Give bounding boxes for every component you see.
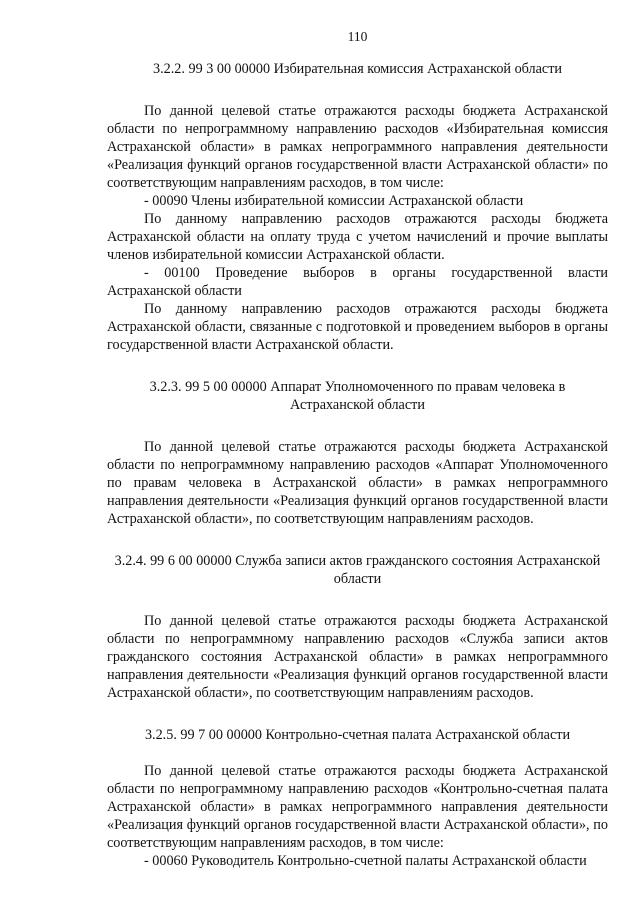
paragraph: По данной целевой статье отражаются расходы бюджета Астраханской области по непрограммному направлению расходов «Контрольно-счетная палата Астраханской области» в рамках непрограммного направления деятельности «Реализация функций органов государственной власти Астраханской области», по соответствующим направлениям расходов, в том числе:	[107, 763, 608, 851]
paragraph: По данному направлению расходов отражаются расходы бюджета Астраханской области, связанные с подготовкой и проведением выборов в органы государственной власти Астраханской области.	[107, 301, 608, 353]
paragraph: По данной целевой статье отражаются расходы бюджета Астраханской области по непрограммному направлению расходов «Избирательная комиссия Астраханской области» в рамках непрограммного направления деятельности «Реализация функций органов государственной власти Астраханской области» по соответствующим направлениям расходов, в том числе:	[107, 103, 608, 191]
list-item: - 00090 Члены избирательной комиссии Астраханской области	[144, 193, 524, 209]
section-heading: 3.2.2. 99 3 00 00000 Избирательная комиссия Астраханской области	[153, 61, 562, 77]
paragraph: По данной целевой статье отражаются расходы бюджета Астраханской области по непрограммному направлению расходов «Служба записи актов гражданского состояния Астраханской области» в рамках непрограммного направления деятельности «Реализация функций органов государственной власти Астраханской области», по соответствующим направлениям расходов.	[107, 613, 608, 701]
paragraph: По данному направлению расходов отражаются расходы бюджета Астраханской области на оплату труда с учетом начислений и прочие выплаты членов избирательной комиссии Астраханской области.	[107, 211, 608, 263]
section-3-2-5	[107, 726, 608, 870]
section-heading: 3.2.4. 99 6 00 00000 Служба записи актов гражданского состояния Астраханской области	[114, 553, 601, 587]
list-item: - 00060 Руководитель Контрольно-счетной палаты Астраханской области	[144, 853, 587, 869]
list-item: - 00100 Проведение выборов в органы государственной власти Астраханской области	[107, 265, 608, 299]
section-3-2-3	[107, 378, 608, 528]
section-3-2-4	[107, 552, 608, 702]
section-3-2-2	[107, 60, 608, 354]
paragraph: По данной целевой статье отражаются расходы бюджета Астраханской области по непрограммному направлению расходов «Аппарат Уполномоченного по правам человека в Астраханской области» в рамках непрограммного направления деятельности «Реализация функций органов государственной власти Астраханской области», по соответствующим направлениям расходов.	[107, 439, 608, 527]
page-number: 110	[347, 29, 368, 44]
section-heading: 3.2.5. 99 7 00 00000 Контрольно-счетная палата Астраханской области	[144, 727, 571, 743]
section-heading: 3.2.3. 99 5 00 00000 Аппарат Уполномоченного по правам человека в Астраханской области	[149, 379, 566, 413]
